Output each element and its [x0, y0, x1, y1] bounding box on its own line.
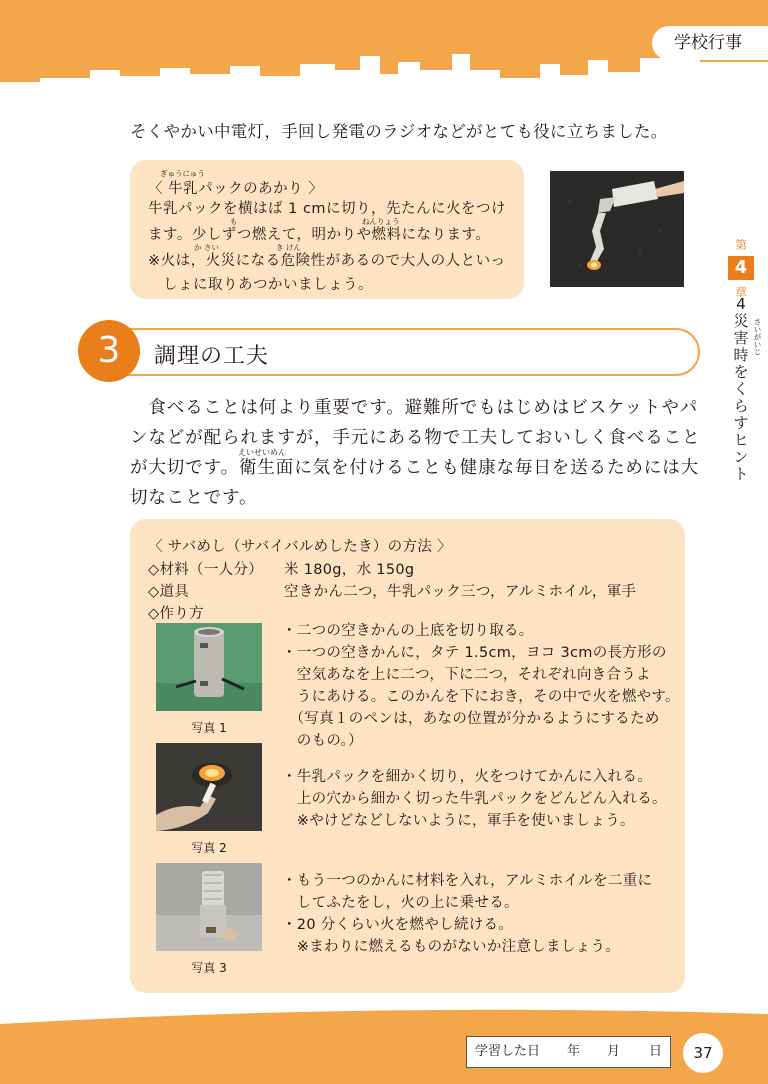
chapter-vertical-title — [728, 296, 754, 483]
step1-line: 空気あなを上に二つ，下に二つ，それぞれ向き合うよ — [282, 667, 651, 683]
milk-box-line: しょに取りあつかいましょう。 — [148, 277, 373, 293]
photo-caption: 写真 2 — [191, 841, 227, 855]
step1-line: ・二つの空きかんの上底を切り取る。 — [282, 623, 534, 639]
section-heading-bar — [110, 328, 700, 376]
step1-line: うにあける。このかんを下におき，その中で火を燃やす。 — [282, 689, 680, 705]
ruby-kasai: か さい — [194, 243, 219, 252]
step3-line: ・20 分くらい火を燃やし続ける。 — [282, 917, 514, 933]
ruby-nenryo: ねんりょう — [362, 217, 400, 226]
study-date-day: 日 — [649, 1044, 663, 1059]
side-title-char: を — [733, 363, 749, 381]
study-date-year: 年 — [567, 1044, 581, 1059]
step3-line: ・もう一つのかんに材料を入れ，アルミホイルを二重に — [282, 873, 653, 889]
tool-value: 空きかん二つ，牛乳パック三つ，アルミホイル，軍手 — [284, 584, 637, 600]
study-date-label: 学習した日 — [475, 1044, 541, 1059]
milk-box-line: 牛乳パックを横はば 1 cmに切り，先たんに火をつけ — [148, 201, 507, 217]
milk-carton-light-box — [130, 160, 524, 299]
milk-box-title: 〈 牛乳パックのあかり 〉 — [148, 181, 324, 197]
step3-line: してふたをし，火の上に乗せる。 — [282, 895, 519, 911]
side-title-char: 災 — [733, 312, 749, 330]
milk-box-line: ※火は，火災になる危険性があるので大人の人といっ — [148, 253, 506, 269]
milk-box-line: ます。少しずつ燃えて，明かりや燃料になります。 — [148, 227, 491, 243]
body-paragraph-line: ンなどが配られますが，手元にある物で工夫しておいしく食べること — [130, 428, 701, 448]
side-title-char: ン — [733, 448, 749, 466]
side-title-char: ヒ — [733, 431, 749, 449]
ruby-gyunyu: ぎゅうにゅう — [160, 169, 205, 178]
tool-label: ◇道具 — [148, 584, 190, 600]
side-title-char: ト — [733, 465, 749, 483]
side-title-char: く — [733, 380, 749, 398]
step1-line: （写真１のペンは，あなの位置が分かるようにするため — [282, 711, 660, 727]
side-title-char: す — [733, 414, 749, 432]
chapter-prefix: 第 — [734, 238, 747, 252]
step2-line: 上の穴から細かく切った牛乳パックをどんどん入れる。 — [282, 791, 667, 807]
saba-meshi-method-box — [130, 519, 685, 993]
chapter-suffix: 章 — [734, 285, 747, 299]
side-title-char: 時 — [733, 346, 749, 364]
side-title-char: 害 — [733, 329, 749, 347]
material-value: 米 180g，水 150g — [284, 562, 415, 578]
photo-3-foil-covered-can — [156, 863, 262, 951]
chapter-number: 4 — [728, 256, 754, 280]
material-label: ◇材料（一人分） — [148, 562, 264, 578]
side-title-char: 4 — [736, 295, 746, 313]
ruby-kiken: き けん — [276, 243, 301, 252]
ruby-mo: も — [230, 217, 238, 226]
study-date-month: 月 — [607, 1044, 621, 1059]
side-title-char: ら — [733, 397, 749, 415]
step1-line: ・一つの空きかんに，タテ 1.5cm，ヨコ 3cmの長方形の — [282, 645, 667, 661]
step3-line: ※まわりに燃えるものがないか注意しましょう。 — [282, 939, 621, 955]
header-category-tag: 学校行事 — [652, 26, 768, 60]
step2-line: ・牛乳パックを細かく切り，火をつけてかんに入れる。 — [282, 769, 652, 785]
intro-sentence: そくやかい中電灯，手回し発電のラジオなどがとても役に立ちました。 — [130, 122, 668, 141]
side-title-ruby: さいがいじ — [753, 318, 762, 356]
body-paragraph-line: 食べることは何より重要です。避難所でもはじめはビスケットやパ — [130, 398, 699, 418]
step1-line: のもの。） — [282, 733, 363, 749]
photo-caption: 写真 3 — [191, 961, 227, 975]
howto-label: ◇作り方 — [148, 606, 204, 622]
study-date-box — [466, 1036, 671, 1068]
body-paragraph-line: 切なことです。 — [130, 488, 258, 508]
chapter-index — [728, 236, 754, 300]
page-number: 37 — [683, 1033, 723, 1073]
photo-2-lighting-carton — [156, 743, 262, 831]
section-title: 調理の工夫 — [154, 344, 270, 369]
ruby-eiseimen: えいせいめん — [238, 448, 286, 457]
photo-caption: 写真 1 — [191, 721, 227, 735]
step2-line: ※やけどなどしないように，軍手を使いましょう。 — [282, 813, 635, 829]
photo-1-can-with-holes — [156, 623, 262, 711]
section-number-badge: 3 — [78, 320, 140, 382]
milk-carton-burning-photo — [550, 171, 684, 287]
body-paragraph-line: が大切です。衛生面に気を付けることも健康な毎日を送るためには大 — [130, 458, 699, 478]
method-title: 〈 サバめし（サバイバルめしたき）の方法 〉 — [148, 539, 452, 555]
